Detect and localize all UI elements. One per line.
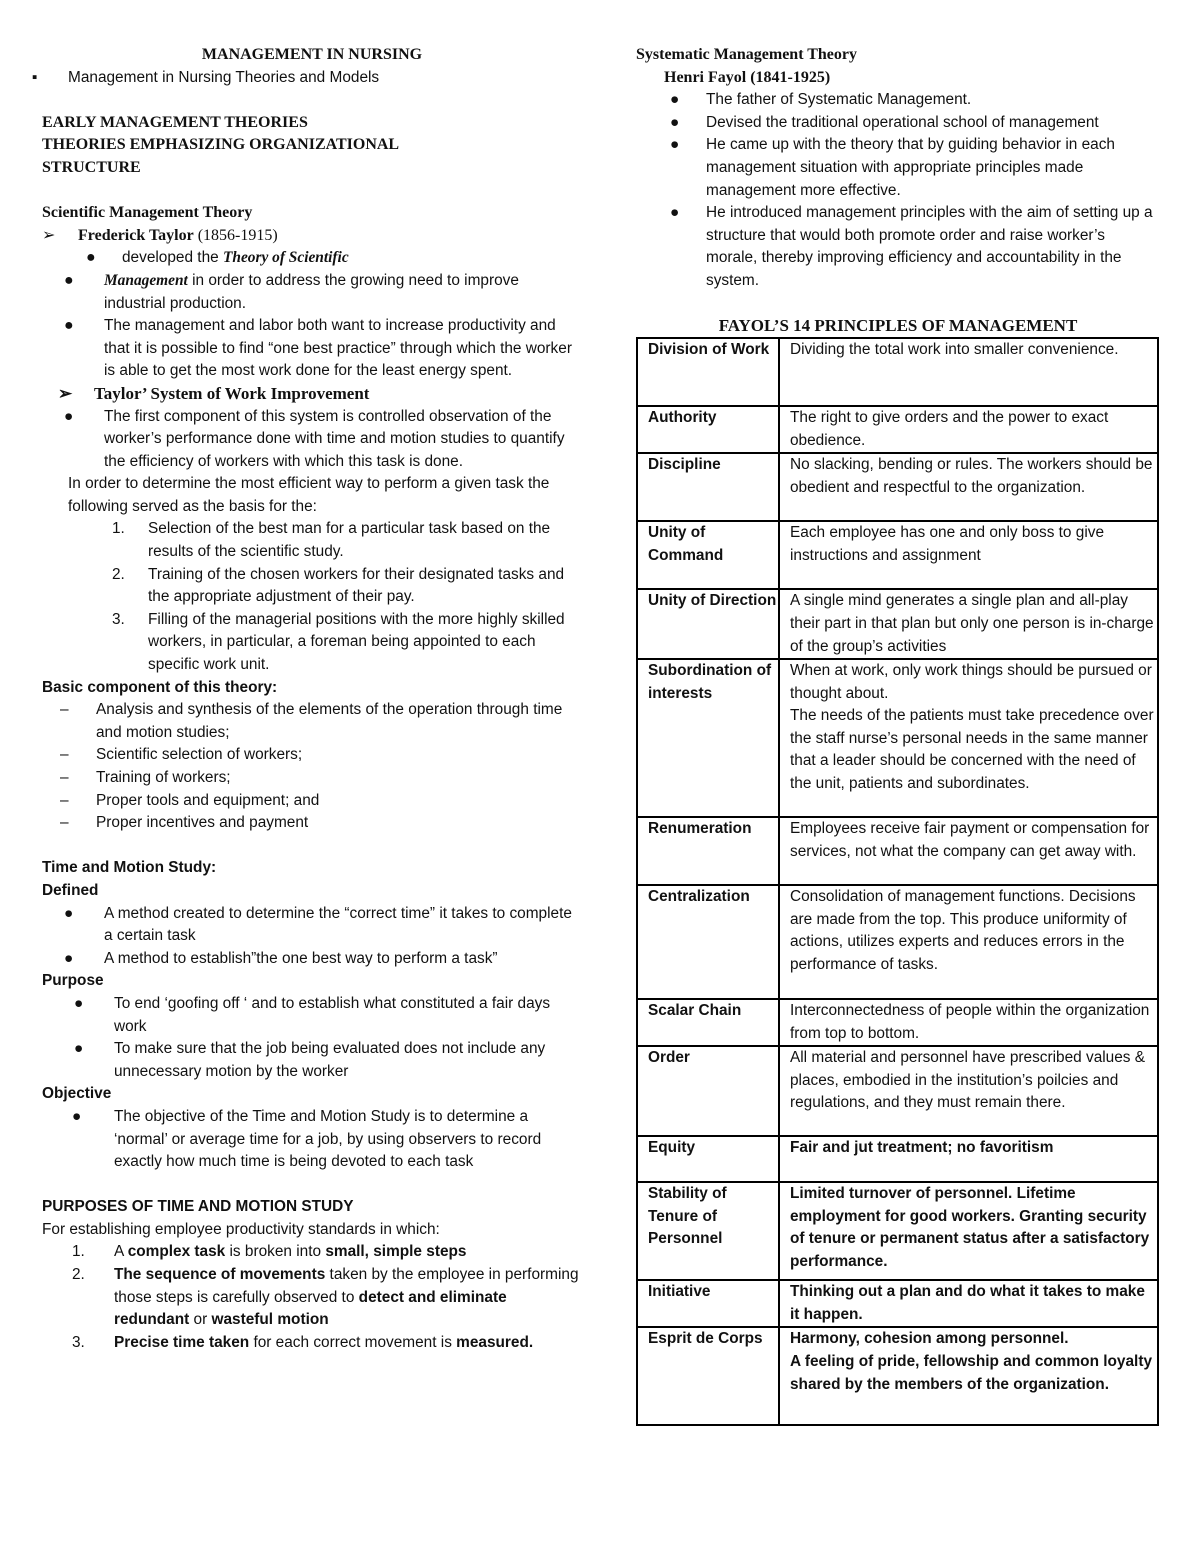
list-number: 2. (72, 1266, 85, 1284)
dot-bullet-icon: ● (64, 904, 74, 922)
system-heading (58, 383, 582, 406)
dot-bullet-icon: ● (670, 136, 680, 154)
basis-item (112, 518, 582, 563)
principle-row (637, 885, 1158, 999)
defined-list (42, 903, 582, 971)
principle-name: Division of Work (637, 338, 779, 406)
system-title: Taylor’ System of Work Improvement (94, 383, 370, 403)
taylor-item-text: Management in order to address the growing need to improve industrial production. (104, 271, 519, 312)
principle-description (779, 338, 1158, 406)
principle-name: Scalar Chain (637, 999, 779, 1046)
basic-component-list (42, 699, 582, 835)
purpose-list (42, 993, 582, 1083)
objective-text: The objective of the Time and Motion Study is to determine a ‘normal’ or average time for a job, by using observers to record exactly how much time is being devoted to each task (114, 1107, 542, 1171)
principle-description-line: Employees receive fair payment or compensation for services, not what the company can get away with. (790, 820, 1150, 860)
principle-description (779, 1182, 1158, 1280)
document-subtitle: Management in Nursing Theories and Models (68, 68, 380, 86)
principle-description (779, 1327, 1158, 1425)
org-structure-heading-cont: STRUCTURE (42, 158, 141, 176)
taylor-item (64, 270, 582, 315)
principle-name: Centralization (637, 885, 779, 999)
principle-description-line: Dividing the total work into smaller convenience. (790, 341, 1119, 359)
purposes-item (72, 1241, 582, 1264)
principle-description-line: A single mind generates a single plan and all-play their part in that plan but only one person is in-charge of the group’s activities (790, 592, 1154, 655)
principle-description-line: Harmony, cohesion among personnel. (790, 1330, 1069, 1348)
early-theories-heading: EARLY MANAGEMENT THEORIES (42, 113, 308, 131)
fayol-item (670, 134, 1160, 202)
fayol-list (636, 89, 1160, 292)
fayol-item (670, 112, 1160, 135)
taylor-item (64, 315, 582, 383)
principle-name: Unity of Direction (637, 589, 779, 659)
document-title: MANAGEMENT IN NURSING (201, 46, 423, 63)
basis-list (42, 518, 582, 676)
taylor-name: Frederick Taylor (78, 226, 194, 244)
basic-component-item-text: Training of workers; (96, 769, 231, 786)
basic-component-item (60, 699, 582, 744)
defined-item (64, 903, 582, 948)
defined-item (64, 948, 582, 971)
principle-description (779, 406, 1158, 453)
principle-description (779, 1046, 1158, 1136)
principle-description-line: When at work, only work things should be pursued or thought about. (790, 662, 1152, 702)
purposes-item-text: Precise time taken for each correct movement is measured. (114, 1333, 534, 1351)
purposes-item-text: The sequence of movements taken by the employee in performing those steps is carefully observed to detect and eliminate redundant or wasteful motion (114, 1266, 579, 1329)
principle-description-line: Fair and jut treatment; no favoritism (790, 1139, 1054, 1157)
system-text: The first component of this system is controlled observation of the worker’s performance done with time and motion studies to quantify the efficiency of workers with which this task is done. (104, 407, 565, 470)
subtitle-item (32, 67, 582, 90)
list-number: 2. (112, 565, 125, 583)
objective-label: Objective (42, 1085, 112, 1103)
principle-description-line: The right to give orders and the power to exact obedience. (790, 409, 1109, 449)
basis-item-text: Selection of the best man for a particular task based on the results of the scientific study. (148, 520, 551, 561)
principle-description-line: Limited turnover of personnel. Lifetime employment for good workers. Granting security of tenure or permanent status after a satisfactory performance. (790, 1185, 1150, 1271)
fayol-item (670, 202, 1160, 292)
defined-label: Defined (42, 881, 99, 899)
list-number: 3. (72, 1333, 85, 1351)
basis-item (112, 564, 582, 609)
principle-name: Stability of Tenure of Personnel (637, 1182, 779, 1280)
fayol-item (670, 89, 1160, 112)
principle-description-line: Each employee has one and only boss to give instructions and assignment (790, 524, 1105, 564)
purpose-item-text: To make sure that the job being evaluated does not include any unnecessary motion by the worker (114, 1040, 546, 1080)
dot-bullet-icon: ● (670, 113, 680, 131)
basis-item-text: Training of the chosen workers for their designated tasks and the appropriate adjustment of their pay. (148, 565, 565, 606)
principle-name: Renumeration (637, 817, 779, 885)
basic-component-item-text: Proper tools and equipment; and (96, 791, 320, 809)
objective-item (72, 1106, 582, 1174)
org-structure-heading: THEORIES EMPHASIZING ORGANIZATIONAL (42, 136, 400, 154)
principle-description (779, 659, 1158, 817)
basic-component-item-text: Proper incentives and payment (96, 814, 309, 832)
dot-bullet-icon: ● (64, 407, 74, 425)
dash-bullet-icon: – (60, 814, 69, 832)
principle-description-line: All material and personnel have prescribed values & places, embodied in the institution’s poilcies and regulations, and they must remain there. (790, 1049, 1146, 1112)
principle-row (637, 1327, 1158, 1425)
principle-row (637, 999, 1158, 1046)
basic-component-title: Basic component of this theory: (42, 678, 278, 696)
purposes-item-text: A complex task is broken into small, simple steps (114, 1243, 467, 1261)
arrow-bullet-icon: ➢ (58, 383, 73, 403)
principle-name: Equity (637, 1136, 779, 1182)
dot-bullet-icon: ● (670, 91, 680, 109)
dot-bullet-icon: ● (74, 994, 84, 1012)
basic-component-item-text: Scientific selection of workers; (96, 746, 303, 764)
left-column (32, 44, 582, 1354)
taylor-item-text: developed the Theory of Scientific (122, 249, 349, 267)
principle-description (779, 885, 1158, 999)
principle-name: Authority (637, 406, 779, 453)
principle-description (779, 589, 1158, 659)
dash-bullet-icon: – (60, 769, 69, 786)
basic-component-item (60, 744, 582, 767)
basic-component-item-text: Analysis and synthesis of the elements of the operation through time and motion studies; (96, 701, 563, 741)
principle-row (637, 817, 1158, 885)
defined-item-text: A method to establish”the one best way to perform a task” (104, 949, 498, 967)
fayol-item-text: Devised the traditional operational school of management (706, 113, 1099, 131)
purposes-title: PURPOSES OF TIME AND MOTION STUDY (42, 1198, 354, 1216)
arrow-bullet-icon: ➢ (42, 226, 56, 244)
principle-name: Order (637, 1046, 779, 1136)
fayol-item-text: He came up with the theory that by guiding behavior in each management situation with appropriate principles made management more effective. (706, 136, 1115, 199)
dot-bullet-icon: ● (64, 949, 74, 967)
systematic-theory-title: Systematic Management Theory (636, 46, 857, 63)
square-bullet-icon: ▪ (32, 68, 38, 86)
dot-bullet-icon: ● (74, 1040, 84, 1058)
defined-item-text: A method created to determine the “correct time” it takes to complete a certain task (104, 904, 572, 945)
purposes-item (72, 1264, 582, 1332)
taylor-years: (1856-1915) (193, 226, 278, 244)
principle-row (637, 453, 1158, 521)
purposes-list (42, 1241, 582, 1354)
principle-row (637, 1182, 1158, 1280)
principle-name: Initiative (637, 1280, 779, 1327)
purpose-item (74, 1038, 582, 1083)
principle-description (779, 1280, 1158, 1327)
fayol-item-text: He introduced management principles with the aim of setting up a structure that would both promote order and raise worker’s morale, thereby improving efficiency and accountability in the system. (706, 204, 1153, 289)
basic-component-item (60, 812, 582, 835)
principle-description-line: No slacking, bending or rules. The workers should be obedient and respectful to the organization. (790, 456, 1153, 496)
principle-description-line: A feeling of pride, fellowship and common loyalty shared by the members of the organization. (790, 1353, 1153, 1393)
system-item (64, 406, 582, 474)
principle-row (637, 338, 1158, 406)
principle-name: Esprit de Corps (637, 1327, 779, 1425)
basis-item-text: Filling of the managerial positions with the more highly skilled workers, in particular, a foreman being appointed to each specific work unit. (148, 610, 565, 674)
principle-description (779, 453, 1158, 521)
dot-bullet-icon: ● (64, 271, 74, 289)
basis-item (112, 609, 582, 677)
principle-description-line: Thinking out a plan and do what it takes to make it happen. (790, 1283, 1145, 1323)
principles-table-title: FAYOL’S 14 PRINCIPLES OF MANAGEMENT (718, 315, 1078, 335)
basic-component-item (60, 790, 582, 813)
principle-description (779, 999, 1158, 1046)
taylor-heading (42, 225, 582, 248)
purposes-item (72, 1332, 582, 1355)
purpose-label: Purpose (42, 972, 104, 990)
principle-row (637, 406, 1158, 453)
principle-row (637, 1280, 1158, 1327)
principle-row (637, 1046, 1158, 1136)
taylor-list (42, 247, 582, 383)
scientific-theory-title: Scientific Management Theory (42, 204, 253, 222)
purpose-item (74, 993, 582, 1038)
dot-bullet-icon: ● (72, 1107, 82, 1125)
dash-bullet-icon: – (60, 701, 69, 719)
principle-name: Discipline (637, 453, 779, 521)
principle-description (779, 1136, 1158, 1182)
taylor-item (86, 247, 582, 270)
principle-row (637, 521, 1158, 589)
right-column (636, 44, 1160, 1426)
principle-description-line: Interconnectedness of people within the organization from top to bottom. (790, 1002, 1150, 1042)
dash-bullet-icon: – (60, 791, 69, 809)
basic-component-item (60, 767, 582, 790)
purposes-intro: For establishing employee productivity standards in which: (42, 1220, 440, 1238)
principle-row (637, 1136, 1158, 1182)
list-number: 3. (112, 610, 125, 628)
fayol-item-text: The father of Systematic Management. (706, 91, 972, 109)
principle-description-line: Consolidation of management functions. Decisions are made from the top. This produce uniformity of actions, utilizes experts and reduces errors in the performance of tasks. (790, 888, 1136, 973)
dot-bullet-icon: ● (670, 204, 680, 222)
list-number: 1. (72, 1243, 85, 1261)
dot-bullet-icon: ● (86, 249, 96, 267)
principle-name: Unity of Command (637, 521, 779, 589)
principle-description (779, 817, 1158, 885)
principle-description-line: The needs of the patients must take precedence over the staff nurse’s personal needs in the same manner that a leader should be concerned with the need of the unit, patients and subordinates. (790, 707, 1154, 793)
taylor-item-text: The management and labor both want to increase productivity and that it is possible to find “one best practice” through which the worker is able to get the most work done for the least energy spent. (104, 317, 572, 380)
list-number: 1. (112, 520, 125, 538)
purpose-item-text: To end ‘goofing off ‘ and to establish what constituted a fair days work (114, 994, 551, 1035)
principle-name: Subordination of interests (637, 659, 779, 817)
principle-row (637, 589, 1158, 659)
fayol-name: Henri Fayol (1841-1925) (664, 68, 831, 86)
principles-table (636, 337, 1159, 1426)
principle-description (779, 521, 1158, 589)
dot-bullet-icon: ● (64, 317, 74, 335)
dash-bullet-icon: – (60, 746, 69, 764)
time-motion-title: Time and Motion Study: (42, 859, 217, 877)
order-intro: In order to determine the most efficient way to perform a given task the following served as the basis for the: (68, 475, 550, 515)
principle-row (637, 659, 1158, 817)
